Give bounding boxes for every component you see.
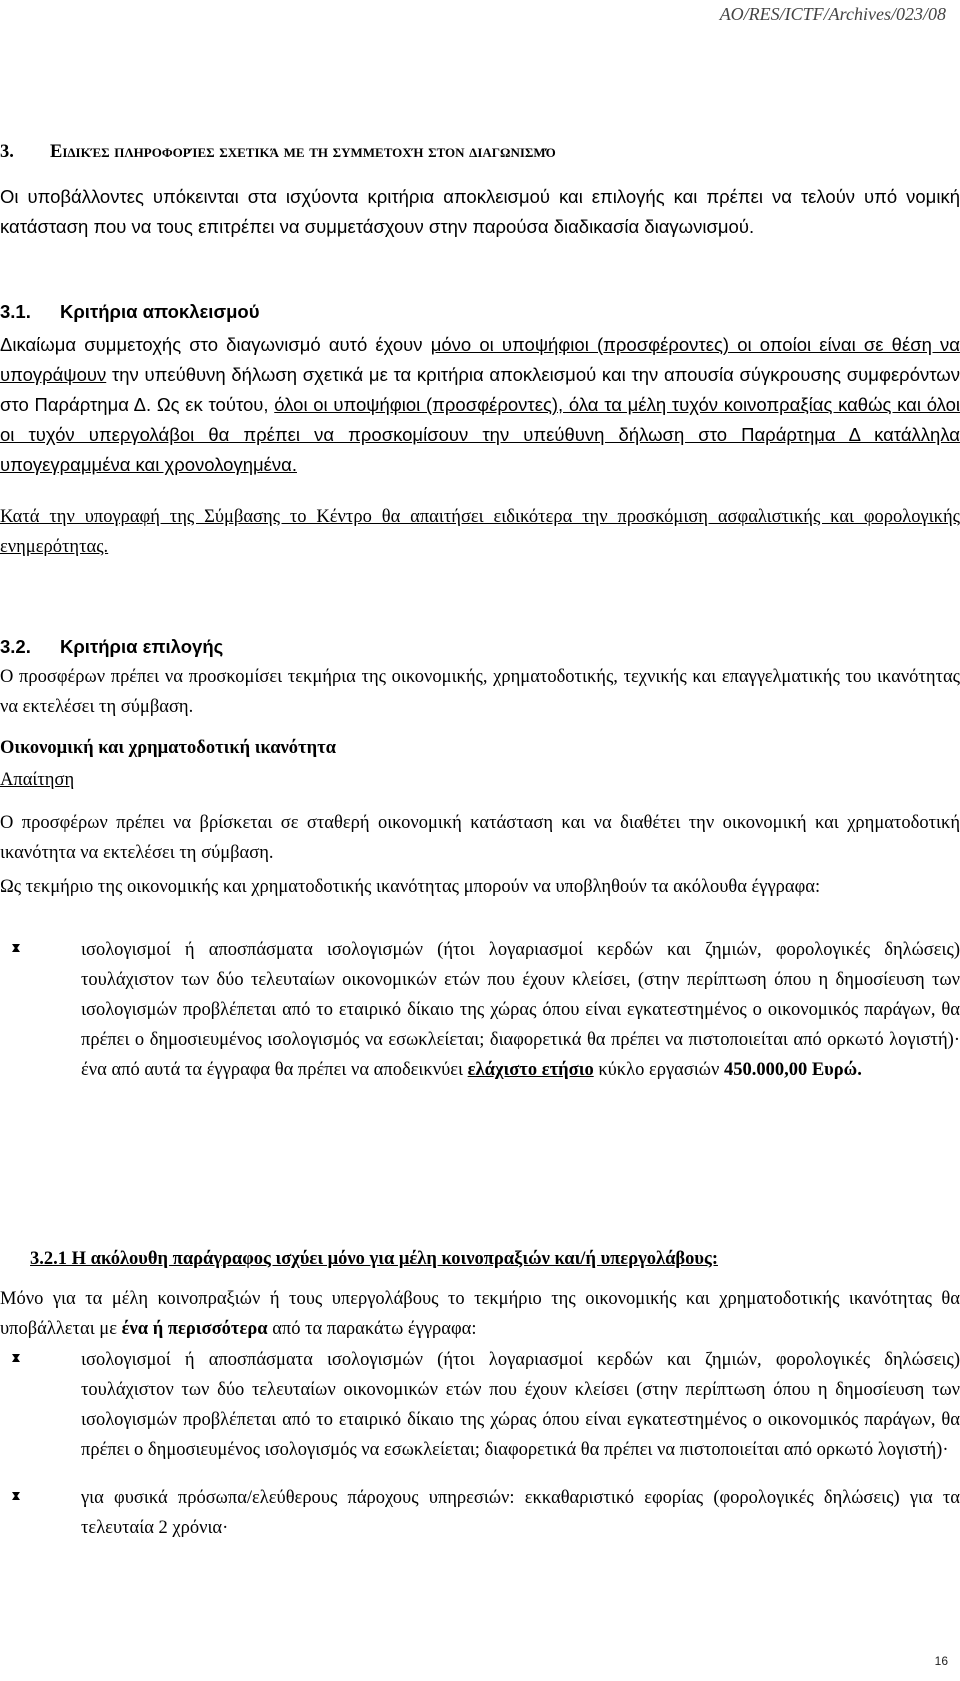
consortium-item-2-text: για φυσικά πρόσωπα/ελεύθερους πάροχους υπηρεσιών: εκκαθαριστικό εφορίας (φορολογικές δηλώσεις) για τα τελευταία 2 χρόνια· — [81, 1488, 960, 1538]
section-3-title: Ειδικές πληροφορίες σχετικά με τη συμμετοχή στον διαγωνισμό — [50, 142, 556, 162]
consortium-evidence-list — [0, 1345, 960, 1543]
bullet-icon — [12, 1354, 20, 1362]
consortium-text-b: ένα ή περισσότερα — [121, 1319, 268, 1339]
evidence-item-text-a: ισολογισμοί ή αποσπάσματα ισολογισμών (ήτοι λογαριασμοί κερδών και ζημιών, φορολογικές δηλώσεις) τουλάχιστον των δύο τελευταίων οικονομικών ετών που έχουν κλείσει, (στην περίπτωση όπου η δημοσίευση των ισολογισμών προβλέπεται από το εταιρικό δίκαιο της χώρας όπου είναι εγκατεστημένος ο οικονομικός παράγων, θα πρέπει ο δημοσιευμένος ισολογισμός να εσωκλείεται; διαφορετικά θα πρέπει να πιστοποιείται από ορκωτό λογιστή)· ένα από αυτά τα έγγραφα θα πρέπει να αποδεικνύει — [81, 940, 960, 1080]
evidence-paragraph: Ως τεκμήριο της οικονομικής και χρηματοδοτικής ικανότητας μπορούν να υποβληθούν τα ακόλουθα έγγραφα: — [0, 877, 821, 897]
selection-paragraph: Ο προσφέρων πρέπει να προσκομίσει τεκμήρια της οικονομικής, χρηματοδοτικής, τεχνικής και επαγγελματικής του ικανότητας να εκτελέσει τη σύμβαση. — [0, 667, 960, 717]
section-3-1-heading — [0, 297, 960, 327]
requirement-paragraph: Ο προσφέρων πρέπει να βρίσκεται σε σταθερή οικονομική κατάσταση και να διαθέτει την οικονομική και χρηματοδοτική ικανότητα να εκτελέσει τη σύμβαση. — [0, 813, 960, 863]
section-3-2-heading — [0, 632, 960, 662]
document-reference: AO/RES/ICTF/Archives/023/08 — [719, 4, 946, 24]
section-3-2-title: Κριτήρια επιλογής — [60, 636, 224, 657]
exclusion-text-c: την υπεύθυνη δήλωση σχετικά με τα κριτήρια αποκλεισμού και την απουσία σύγκρουσης συμφερόντων στο Παράρτημα Δ. Ως εκ τούτου, — [0, 364, 960, 415]
section-3-2-number: 3.2. — [0, 636, 31, 657]
page-number: 16 — [934, 1654, 948, 1668]
evidence-list — [0, 935, 960, 1085]
section-3-1-number: 3.1. — [0, 301, 31, 322]
exclusion-paragraph — [0, 330, 960, 480]
bullet-icon — [12, 944, 20, 952]
consortium-text-c: από τα παρακάτω έγγραφα: — [267, 1319, 477, 1339]
section-3-number: 3. — [0, 142, 14, 162]
list-item — [0, 1345, 960, 1465]
evidence-item-text-b: ελάχιστο ετήσιο — [467, 1060, 594, 1080]
section-3-1-title: Κριτήρια αποκλεισμού — [60, 301, 260, 322]
financial-capacity-heading: Οικονομική και χρηματοδοτική ικανότητα — [0, 738, 336, 758]
contract-signature-paragraph: Κατά την υπογραφή της Σύμβασης το Κέντρο θα απαιτήσει ειδικότερα την προσκόμιση ασφαλιστικής και φορολογικής ενημερότητας. — [0, 507, 960, 557]
section-3-2-1-heading: 3.2.1 Η ακόλουθη παράγραφος ισχύει μόνο για μέλη κοινοπραξιών και/ή υπεργολάβους: — [30, 1249, 718, 1269]
bullet-icon — [12, 1492, 20, 1500]
exclusion-text-a: Δικαίωμα συμμετοχής στο διαγωνισμό αυτό έχουν — [0, 334, 431, 355]
consortium-item-1-text: ισολογισμοί ή αποσπάσματα ισολογισμών (ήτοι λογαριασμοί κερδών και ζημιών, φορολογικές δηλώσεις) τουλάχιστον των δύο τελευταίων οικονομικών ετών που έχουν κλείσει (στην περίπτωση όπου η δημοσίευση των ισολογισμών προβλέπεται από το εταιρικό δίκαιο της χώρας όπου είναι εγκατεστημένος ο οικονομικός παράγων, θα πρέπει ο δημοσιευμένος ισολογισμός να εσωκλείεται; διαφορετικά θα πρέπει να πιστοποιείται από ορκωτό λογιστή)· — [81, 1350, 960, 1460]
evidence-item-text-d: 450.000,00 Ευρώ. — [723, 1060, 862, 1080]
consortium-paragraph — [0, 1284, 960, 1344]
exclusion-text-d: όλοι οι υποψήφιοι (προσφέροντες), όλα τα μέλη τυχόν κοινοπραξίας καθώς και όλοι οι τυχόν υπεργολάβοι θα πρέπει να προσκομίσουν την υπεύθυνη δήλωση στο Παράρτημα Δ κατάλληλα υπογεγραμμένα και χρονολογημένα. — [0, 394, 960, 475]
exclusion-text-b: μόνο οι υποψήφιοι (προσφέροντες) οι οποίοι είναι σε θέση να υπογράψουν — [0, 334, 960, 385]
list-item — [0, 935, 960, 1085]
evidence-item-text-c: κύκλο εργασιών — [593, 1060, 724, 1080]
consortium-text-a: Μόνο για τα μέλη κοινοπραξιών ή τους υπεργολάβους το τεκμήριο της οικονομικής και χρηματοδοτικής ικανότητας θα υποβάλλεται με — [0, 1289, 960, 1339]
requirement-label: Απαίτηση — [0, 770, 75, 790]
section-3-heading — [0, 137, 960, 167]
section-3-intro: Οι υποβάλλοντες υπόκεινται στα ισχύοντα κριτήρια αποκλεισμού και επιλογής και πρέπει να τελούν υπό νομική κατάσταση που να τους επιτρέπει να συμμετάσχουν στην παρούσα διαδικασία διαγωνισμού. — [0, 186, 960, 237]
list-item — [0, 1483, 960, 1543]
